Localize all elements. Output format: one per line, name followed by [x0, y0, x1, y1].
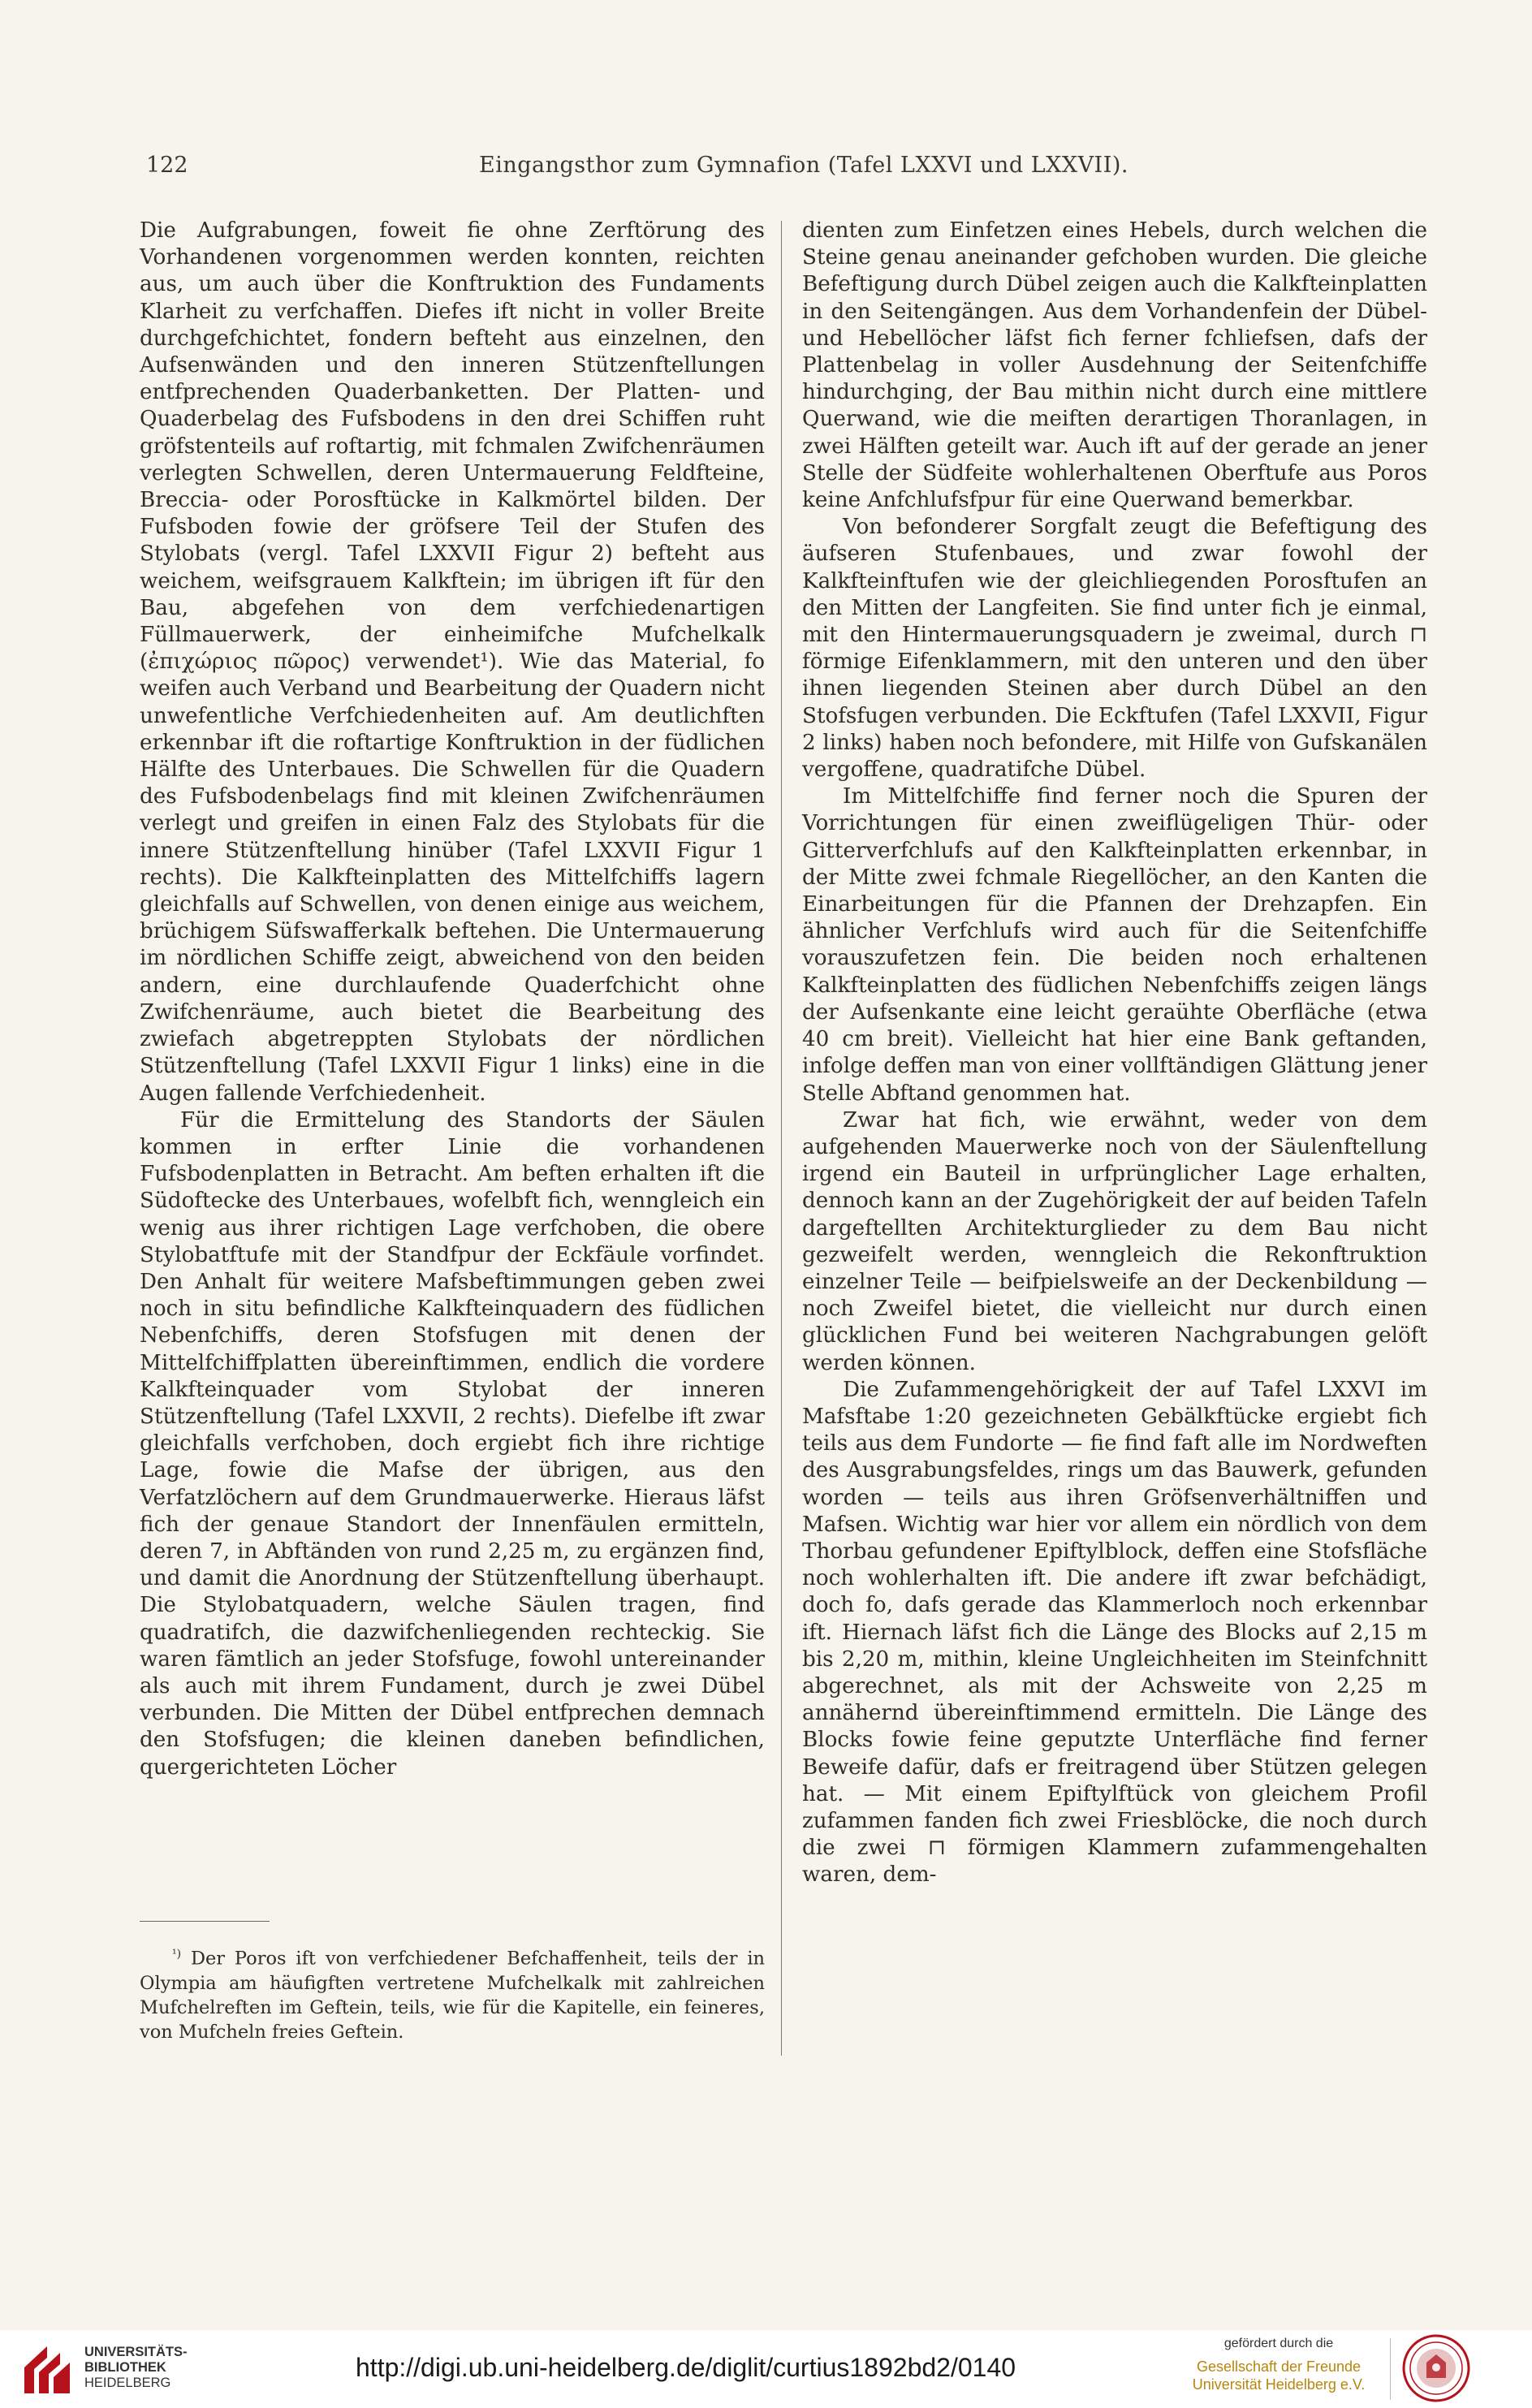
sponsor-line: Gesellschaft der Freunde — [1196, 2358, 1362, 2375]
footnote-text: Der Poros ift von verfchiedener Befchaffenheit, teils der in Olympia am häufigften vertretene Mufchelkalk mit zahlreichen Mufchelreften im Geftein, teils, wie für die Kapitelle, ein feineres, von Mufcheln freies Geftein. — [140, 1948, 766, 2043]
library-line: UNIVERSITÄTS- — [84, 2345, 188, 2359]
sponsor-block — [1177, 2337, 1380, 2393]
sponsor-line: Universität Heidelberg e.V. — [1192, 2376, 1366, 2393]
university-seal-icon — [1401, 2333, 1471, 2403]
paragraph: Für die Ermittelung des Standorts der Säulen kommen in erfter Linie die vorhandenen Fufsbodenplatten in Betracht. Am beften erhalten ift die Südoftecke des Unterbaues, wofelbft fich, wenngleich ein wenig aus ihrer richtigen Lage verfchoben, die obere Stylobatftufe mit der Standfpur der Eckfäule vorfindet. Den Anhalt für weitere Mafsbeftimmungen geben zwei noch in situ befindliche Kalkfteinquadern des füdlichen Nebenfchiffs, deren Stofsfugen mit denen der Mittelfchiffplatten übereinftimmen, endlich die vordere Kalkfteinquader vom Stylobat der inneren Stützenftellung (Tafel LXXVII, 2 rechts). Diefelbe ift zwar gleichfalls verfchoben, doch ergiebt fich ihre richtige Lage, fowie die Mafse der übrigen, aus den Verfatzlöchern auf dem Grundmauerwerke. Hieraus läfst fich der genaue Standort der Innenfäulen ermitteln, deren 7, in Abftänden von rund 2,25 m, zu ergänzen find, und damit die Anordnung der Stützenftellung überhaupt. Die Stylobatquadern, welche Säulen tragen, find quadratifch, die dazwifchenliegenden rechteckig. Sie waren fämtlich an jeder Stofsfuge, fowohl untereinander als auch mit ihrem Fundament, durch je zwei Dübel verbunden. Die Mitten der Dübel entfprechen demnach den Stofsfugen; die kleinen daneben befindlichen, quergerichteten Löcher — [140, 1107, 765, 1780]
column-divider — [781, 221, 782, 2056]
footer-bar — [0, 2330, 1532, 2408]
library-line: HEIDELBERG — [84, 2376, 171, 2390]
document-url[interactable]: http://digi.ub.uni-heidelberg.de/diglit/curtius1892bd2/0140 — [356, 2353, 1016, 2382]
paragraph: Die Zufammengehörigkeit der auf Tafel LXXVI im Mafsftabe 1:20 gezeichneten Gebälkftücke ergiebt fich teils aus dem Fundorte — fie find faft alle im Nordweften des Ausgrabungsfeldes, rings um das Bauwerk, gefunden worden — teils aus ihren Gröfsenverhältniffen und Mafsen. Wichtig war hier vor allem ein nördlich von dem Thorbau gefundener Epiftylblock, deffen eine Stofsfläche noch wohlerhalten ift. Die andere ift zwar befchädigt, doch fo, dafs gerade das Klammerloch noch erkennbar ift. Hiernach läfst fich die Länge des Blocks auf 2,15 m bis 2,20 m, mithin, kleine Ungleichheiten im Steinfchnitt abgerechnet, als mit der Achsweite von 2,25 m annähernd übereinftimmend ermitteln. Die Länge des Blocks fowie feine geputzte Unterfläche find ferner Beweife dafür, dafs er freitragend über Stützen gelegen hat. — Mit einem Epiftylftück von gleichem Profil zufammen fanden fich zwei Friesblöcke, die noch durch die zwei ⊓ förmigen Klammern zufammengehalten waren, dem- — [802, 1377, 1427, 1888]
sponsor-intro: gefördert durch die — [1223, 2337, 1334, 2350]
paragraph: dienten zum Einfetzen eines Hebels, durch welchen die Steine genau aneinander gefchoben wurden. Die gleiche Befeftigung durch Dübel zeigen auch die Kalkfteinplatten in den Seitengängen. Aus dem Vorhandenfein der Dübel- und Hebellöcher läfst fich ferner fchliefsen, dafs der Plattenbelag in voller Ausdehnung der Seitenfchiffe hindurchging, der Bau mithin nicht durch eine mittlere Querwand, wie die meiften derartigen Thoranlagen, in zwei Hälften geteilt war. Auch ift auf der gerade an jener Stelle der Südfeite wohlerhaltenen Oberftufe aus Poros keine Anfchlufsfpur für eine Querwand bemerkbar. — [802, 218, 1427, 513]
sponsor-name — [1177, 2358, 1380, 2393]
running-head: Eingangsthor zum Gymnafion (Tafel LXXVI und LXXVII). — [479, 153, 1129, 178]
left-column — [140, 218, 765, 1781]
right-column — [802, 218, 1427, 1889]
library-name — [84, 2345, 188, 2391]
paragraph: Von befonderer Sorgfalt zeugt die Befeftigung des äufseren Stufenbaues, und zwar fowohl der Kalkfteinftufen wie der gleichliegenden Porosftufen an den Mitten der Langfeiten. Sie find unter fich je einmal, mit den Hintermauerungsquadern je zweimal, durch ⊓ förmige Eifenklammern, mit den unteren und den über ihnen liegenden Steinen aber durch Dübel an den Stofsfugen verbunden. Die Eckftufen (Tafel LXXVII, Figur 2 links) haben noch befondere, mit Hilfe von Gufskanälen vergoffene, quadratifche Dübel. — [802, 515, 1427, 783]
footnote-marker: ¹) — [172, 1948, 182, 1961]
ub-logo-icon — [16, 2340, 75, 2398]
paragraph: Im Mittelfchiffe find ferner noch die Spuren der Vorrichtungen für einen zweiflügeligen Thür- oder Gitterverfchlufs auf den Kalkfteinplatten erkennbar, in der Mitte zwei fchmale Riegellöcher, an den Kanten die Einarbeitungen für die Pfannen der Drehzapfen. Ein ähnlicher Verfchlufs wird auch für die Seitenfchiffe vorauszufetzen fein. Die beiden noch erhaltenen Kalkfteinplatten des füdlichen Nebenfchiffs zeigen längs der Aufsenkante eine leicht geraühte Oberfläche (etwa 40 cm breit). Vielleicht hat hier eine Bank geftanden, infolge deffen man von einer vollftändigen Glättung jener Stelle Abftand genommen hat. — [802, 784, 1427, 1106]
sponsor-divider — [1390, 2338, 1391, 2400]
footnote — [140, 1942, 765, 2044]
paragraph: Zwar hat fich, wie erwähnt, weder von dem aufgehenden Mauerwerke noch von der Säulenftellung irgend ein Bauteil in urfprünglicher Lage erhalten, dennoch kann an der Zugehörigkeit der auf beiden Tafeln dargeftellten Architekturglieder zu dem Bau nicht gezweifelt werden, wenngleich die Rekonftruktion einzelner Teile — beifpielsweife an der Deckenbildung — noch Zweifel bietet, die vielleicht nur durch einen glücklichen Fund bei weiteren Nachgrabungen gelöft werden können. — [802, 1107, 1427, 1375]
paragraph: Die Aufgrabungen, foweit fie ohne Zerftörung des Vorhandenen vorgenommen werden konnten, reichten aus, um auch über die Konftruktion des Fundaments Klarheit zu verfchaffen. Diefes ift nicht in voller Breite durchgefchichtet, fondern befteht aus einzelnen, den Aufsenwänden und den inneren Stützenftellungen entfprechenden Quaderbanketten. Der Platten- und Quaderbelag des Fufsbodens in den drei Schiffen ruht gröfstenteils auf roftartig, mit fchmalen Zwifchenräumen verlegten Schwellen, deren Untermauerung Feldfteine, Breccia- oder Porosftücke in Kalkmörtel bilden. Der Fufsboden fowie der gröfsere Teil der Stufen des Stylobats (vergl. Tafel LXXVII Figur 2) befteht aus weichem, weifsgrauem Kalkftein; im übrigen ift für den Bau, abgefehen von dem verfchiedenartigen Füllmauerwerk, der einheimifche Mufchelkalk (ἐπιχώριος πῶρος) verwendet¹). Wie das Material, fo weifen auch Verband und Bearbeitung der Quadern nicht unwefentliche Verfchiedenheiten auf. Am deutlichften erkennbar ift die roftartige Konftruktion in der füdlichen Hälfte des Unterbaues. Die Schwellen für die Quadern des Fufsbodenbelags find mit kleinen Zwifchenräumen verlegt und greifen in einen Falz des Stylobats für die innere Stützenftellung hinüber (Tafel LXXVII Figur 1 rechts). Die Kalkfteinplatten des Mittelfchiffs lagern gleichfalls auf Schwellen, von denen einige aus weichem, brüchigem Süfswafferkalk beftehen. Die Untermauerung im nördlichen Schiffe zeigt, abweichend von den beiden andern, eine durchlaufende Quaderfchicht ohne Zwifchenräume, auch bietet die Bearbeitung des zwiefach abgetreppten Stylobats der nördlichen Stützenftellung (Tafel LXXVII Figur 1 links) eine in die Augen fallende Verfchiedenheit. — [140, 218, 765, 1106]
page-number: 122 — [146, 153, 188, 178]
footnote-rule — [140, 1921, 270, 1922]
library-line: BIBLIOTHEK — [84, 2360, 166, 2375]
page-header — [146, 153, 1437, 185]
